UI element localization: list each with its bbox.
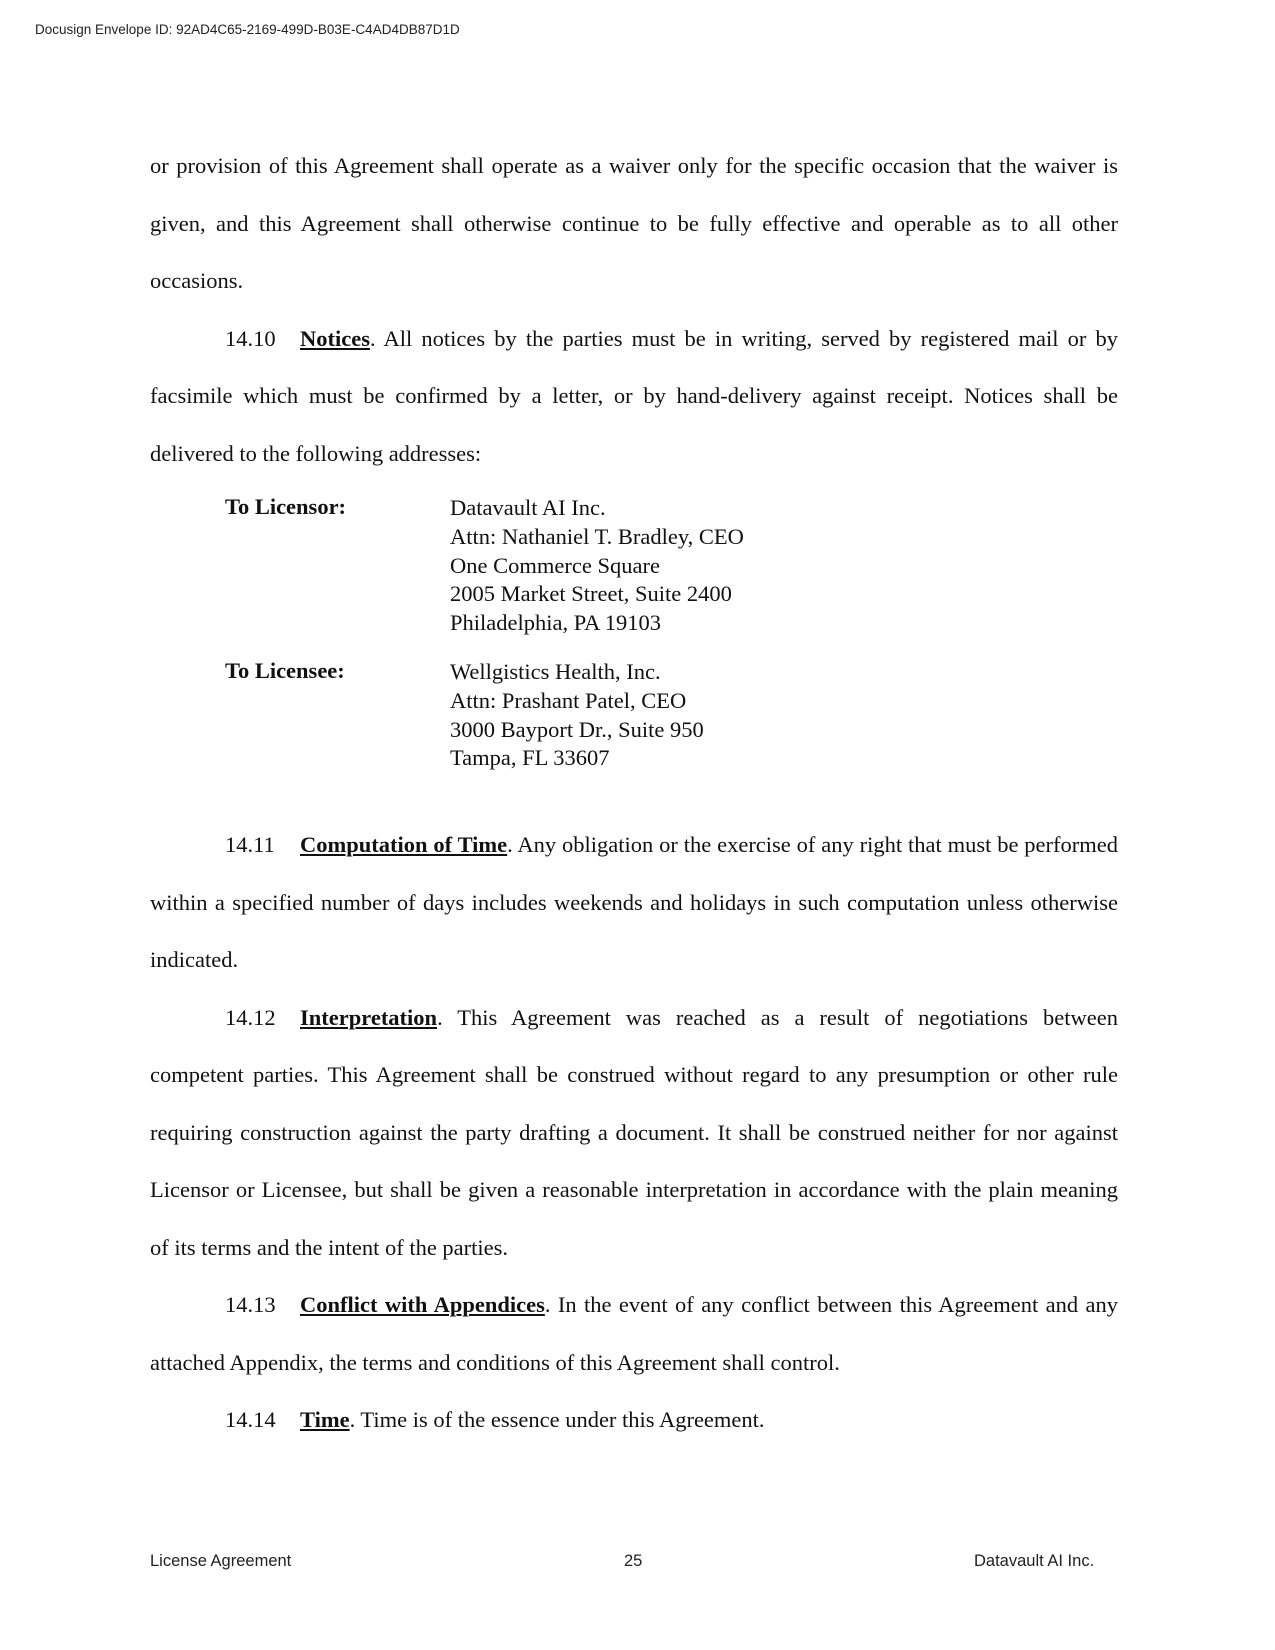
address-line: 3000 Bayport Dr., Suite 950 — [450, 716, 704, 742]
section-14-14 — [150, 1391, 1118, 1449]
paragraph-text: or provision of this Agreement shall operate as a waiver only for the specific occasion that the waiver is given, and this Agreement shall otherwise continue to be fully effective and operable as to all other occasions. — [150, 153, 1118, 293]
section-text: . This Agreement was reached as a result of negotiations between competent parties. This Agreement shall be construed without regard to any presumption or other rule requiring construction against the party drafting a document. It shall be construed neither for nor against Licensor or Licensee, but shall be given a reasonable interpretation in accordance with the plain meaning of its terms and the intent of the parties. — [150, 1004, 1118, 1260]
body-bottom — [150, 816, 1118, 1449]
address-line: Datavault AI Inc. — [450, 495, 606, 520]
section-heading: Computation of Time — [300, 832, 508, 857]
address-line: Philadelphia, PA 19103 — [450, 610, 662, 636]
section-heading: Interpretation — [300, 1004, 438, 1030]
address-line: Attn: Prashant Patel, CEO — [450, 687, 687, 713]
footer-right: Datavault AI Inc. — [974, 1552, 1095, 1570]
section-14-12 — [150, 989, 1118, 1277]
address-lines — [450, 494, 744, 638]
footer-page-number: 25 — [624, 1552, 643, 1570]
address-label: To Licensee: — [225, 658, 345, 683]
section-14-11 — [150, 816, 1118, 989]
address-line: Wellgistics Health, Inc. — [450, 659, 661, 684]
address-label: To Licensor: — [225, 494, 347, 519]
address-line: One Commerce Square — [450, 552, 660, 578]
section-heading: Time — [300, 1407, 350, 1432]
section-14-10 — [150, 310, 1118, 483]
footer-left: License Agreement — [150, 1552, 292, 1570]
address-line: 2005 Market Street, Suite 2400 — [450, 581, 732, 607]
section-text: . Any obligation or the exercise of any right that must be performed within a specified number of days includes weekends and holidays in such computation unless otherwise indicated. — [150, 832, 1118, 972]
section-text: . In the event of any conflict between this Agreement and any attached Appendix, the terms and conditions of this Agreement shall control. — [150, 1292, 1118, 1375]
envelope-id: Docusign Envelope ID: 92AD4C65-2169-499D-B03E-C4AD4DB87D1D — [35, 22, 460, 37]
section-heading: Notices — [300, 325, 370, 351]
section-14-13 — [150, 1276, 1118, 1391]
section-heading: Conflict with Appendices — [300, 1292, 545, 1317]
section-number: 14.14 — [225, 1407, 276, 1432]
section-number: 14.13 — [225, 1292, 276, 1317]
section-number: 14.12 — [225, 1004, 276, 1030]
address-line: Tampa, FL 33607 — [450, 745, 610, 771]
section-text: . All notices by the parties must be in writing, served by registered mail or by facsimile which must be confirmed by a letter, or by hand-delivery against receipt. Notices shall be delivered to the following addresses: — [150, 325, 1118, 466]
address-line: Attn: Nathaniel T. Bradley, CEO — [450, 523, 744, 549]
address-lines — [450, 658, 704, 773]
section-number: 14.11 — [225, 832, 275, 857]
section-text: . Time is of the essence under this Agreement. — [349, 1407, 765, 1432]
paragraph-continuation — [150, 137, 1118, 310]
section-number: 14.10 — [225, 325, 276, 351]
body-top — [150, 137, 1118, 482]
